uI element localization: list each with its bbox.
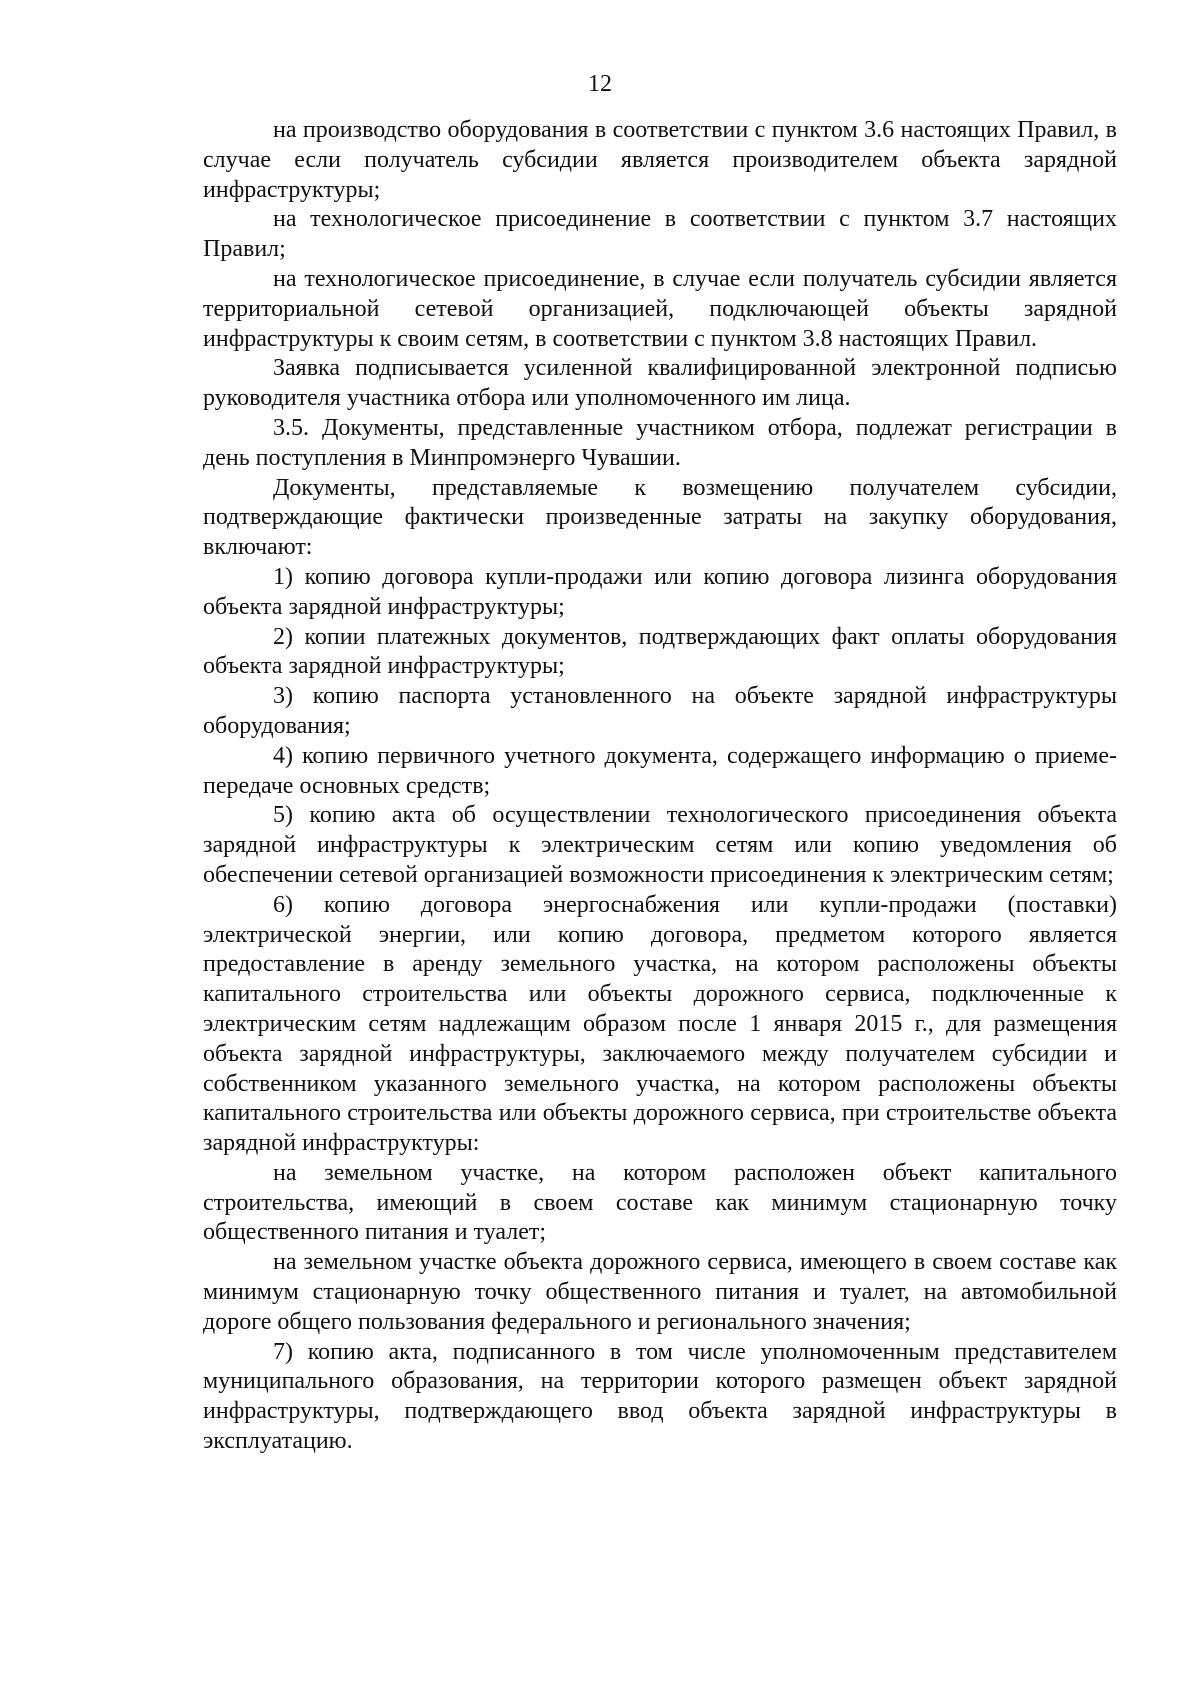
sub-item-road-service: на земельном участке объекта дорожного сервиса, имеющего в своем составе как минимум стационарную точку общественного питания и туалет, на автомобильной дороге общего пользования федерального и регионального значения;: [203, 1249, 1117, 1335]
paragraph-technological-connection: на технологическое присоединение в соответствии с пунктом 3.7 настоящих Правил;: [203, 206, 1117, 263]
paragraph-equipment-production: на производство оборудования в соответствии с пунктом 3.6 настоящих Правил, в случае если получатель субсидии является производителем объекта зарядной инфраструктуры;: [203, 117, 1117, 203]
list-item-1: 1) копию договора купли-продажи или копию договора лизинга оборудования объекта зарядной инфраструктуры;: [203, 563, 1117, 620]
list-item-5: 5) копию акта об осуществлении технологического присоединения объекта зарядной инфраструктуры к электрическим сетям или копию уведомления об обеспечении сетевой организацией возможности присоединения к электрическим сетям;: [203, 802, 1117, 888]
list-item-3: 3) копию паспорта установленного на объекте зарядной инфраструктуры оборудования;: [203, 683, 1117, 739]
paragraph-reimbursement-documents: Документы, представляемые к возмещению получателем субсидии, подтверждающие фактически произведенные затраты на закупку оборудования, включают:: [203, 474, 1117, 561]
page-number: 12: [588, 71, 612, 97]
list-item-2: 2) копии платежных документов, подтверждающих факт оплаты оборудования объекта зарядной инфраструктуры;: [203, 623, 1117, 680]
sub-item-capital-construction: на земельном участке, на котором расположен объект капитального строительства, имеющий в своем составе как минимум стационарную точку общественного питания и туалет;: [203, 1159, 1117, 1246]
paragraph-application-signature: Заявка подписывается усиленной квалифицированной электронной подписью руководителя участника отбора или уполномоченного им лица.: [203, 355, 1117, 412]
paragraph-3-5-registration: 3.5. Документы, представленные участником отбора, подлежат регистрации в день поступления в Минпромэнерго Чувашии.: [203, 414, 1117, 471]
list-item-4: 4) копию первичного учетного документа, содержащего информацию о приеме-передаче основных средств;: [203, 742, 1117, 799]
list-item-7: 7) копию акта, подписанного в том числе уполномоченным представителем муниципального образования, на территории которого размещен объект зарядной инфраструктуры, подтверждающего ввод объекта зарядной инфраструктуры в эксплуатацию.: [203, 1338, 1117, 1455]
paragraph-network-organization: на технологическое присоединение, в случае если получатель субсидии является территориальной сетевой организацией, подключающей объекты зарядной инфраструктуры к своим сетям, в соответствии с пунктом 3.8 настоящих Правил.: [203, 265, 1117, 352]
list-item-6: 6) копию договора энергоснабжения или купли-продажи (поставки) электрической энергии, или копию договора, предметом которого является предоставление в аренду земельного участка, на котором расположены объекты капитального строительства или объекты дорожного сервиса, подключенные к электрическим сетям надлежащим образом после 1 января 2015 г., для размещения объекта зарядной инфраструктуры, заключаемого между получателем субсидии и собственником указанного земельного участка, на котором расположены объекты капитального строительства или объекты дорожного сервиса, при строительстве объекта зарядной инфраструктуры:: [203, 891, 1117, 1157]
document-body: [203, 116, 1117, 1457]
